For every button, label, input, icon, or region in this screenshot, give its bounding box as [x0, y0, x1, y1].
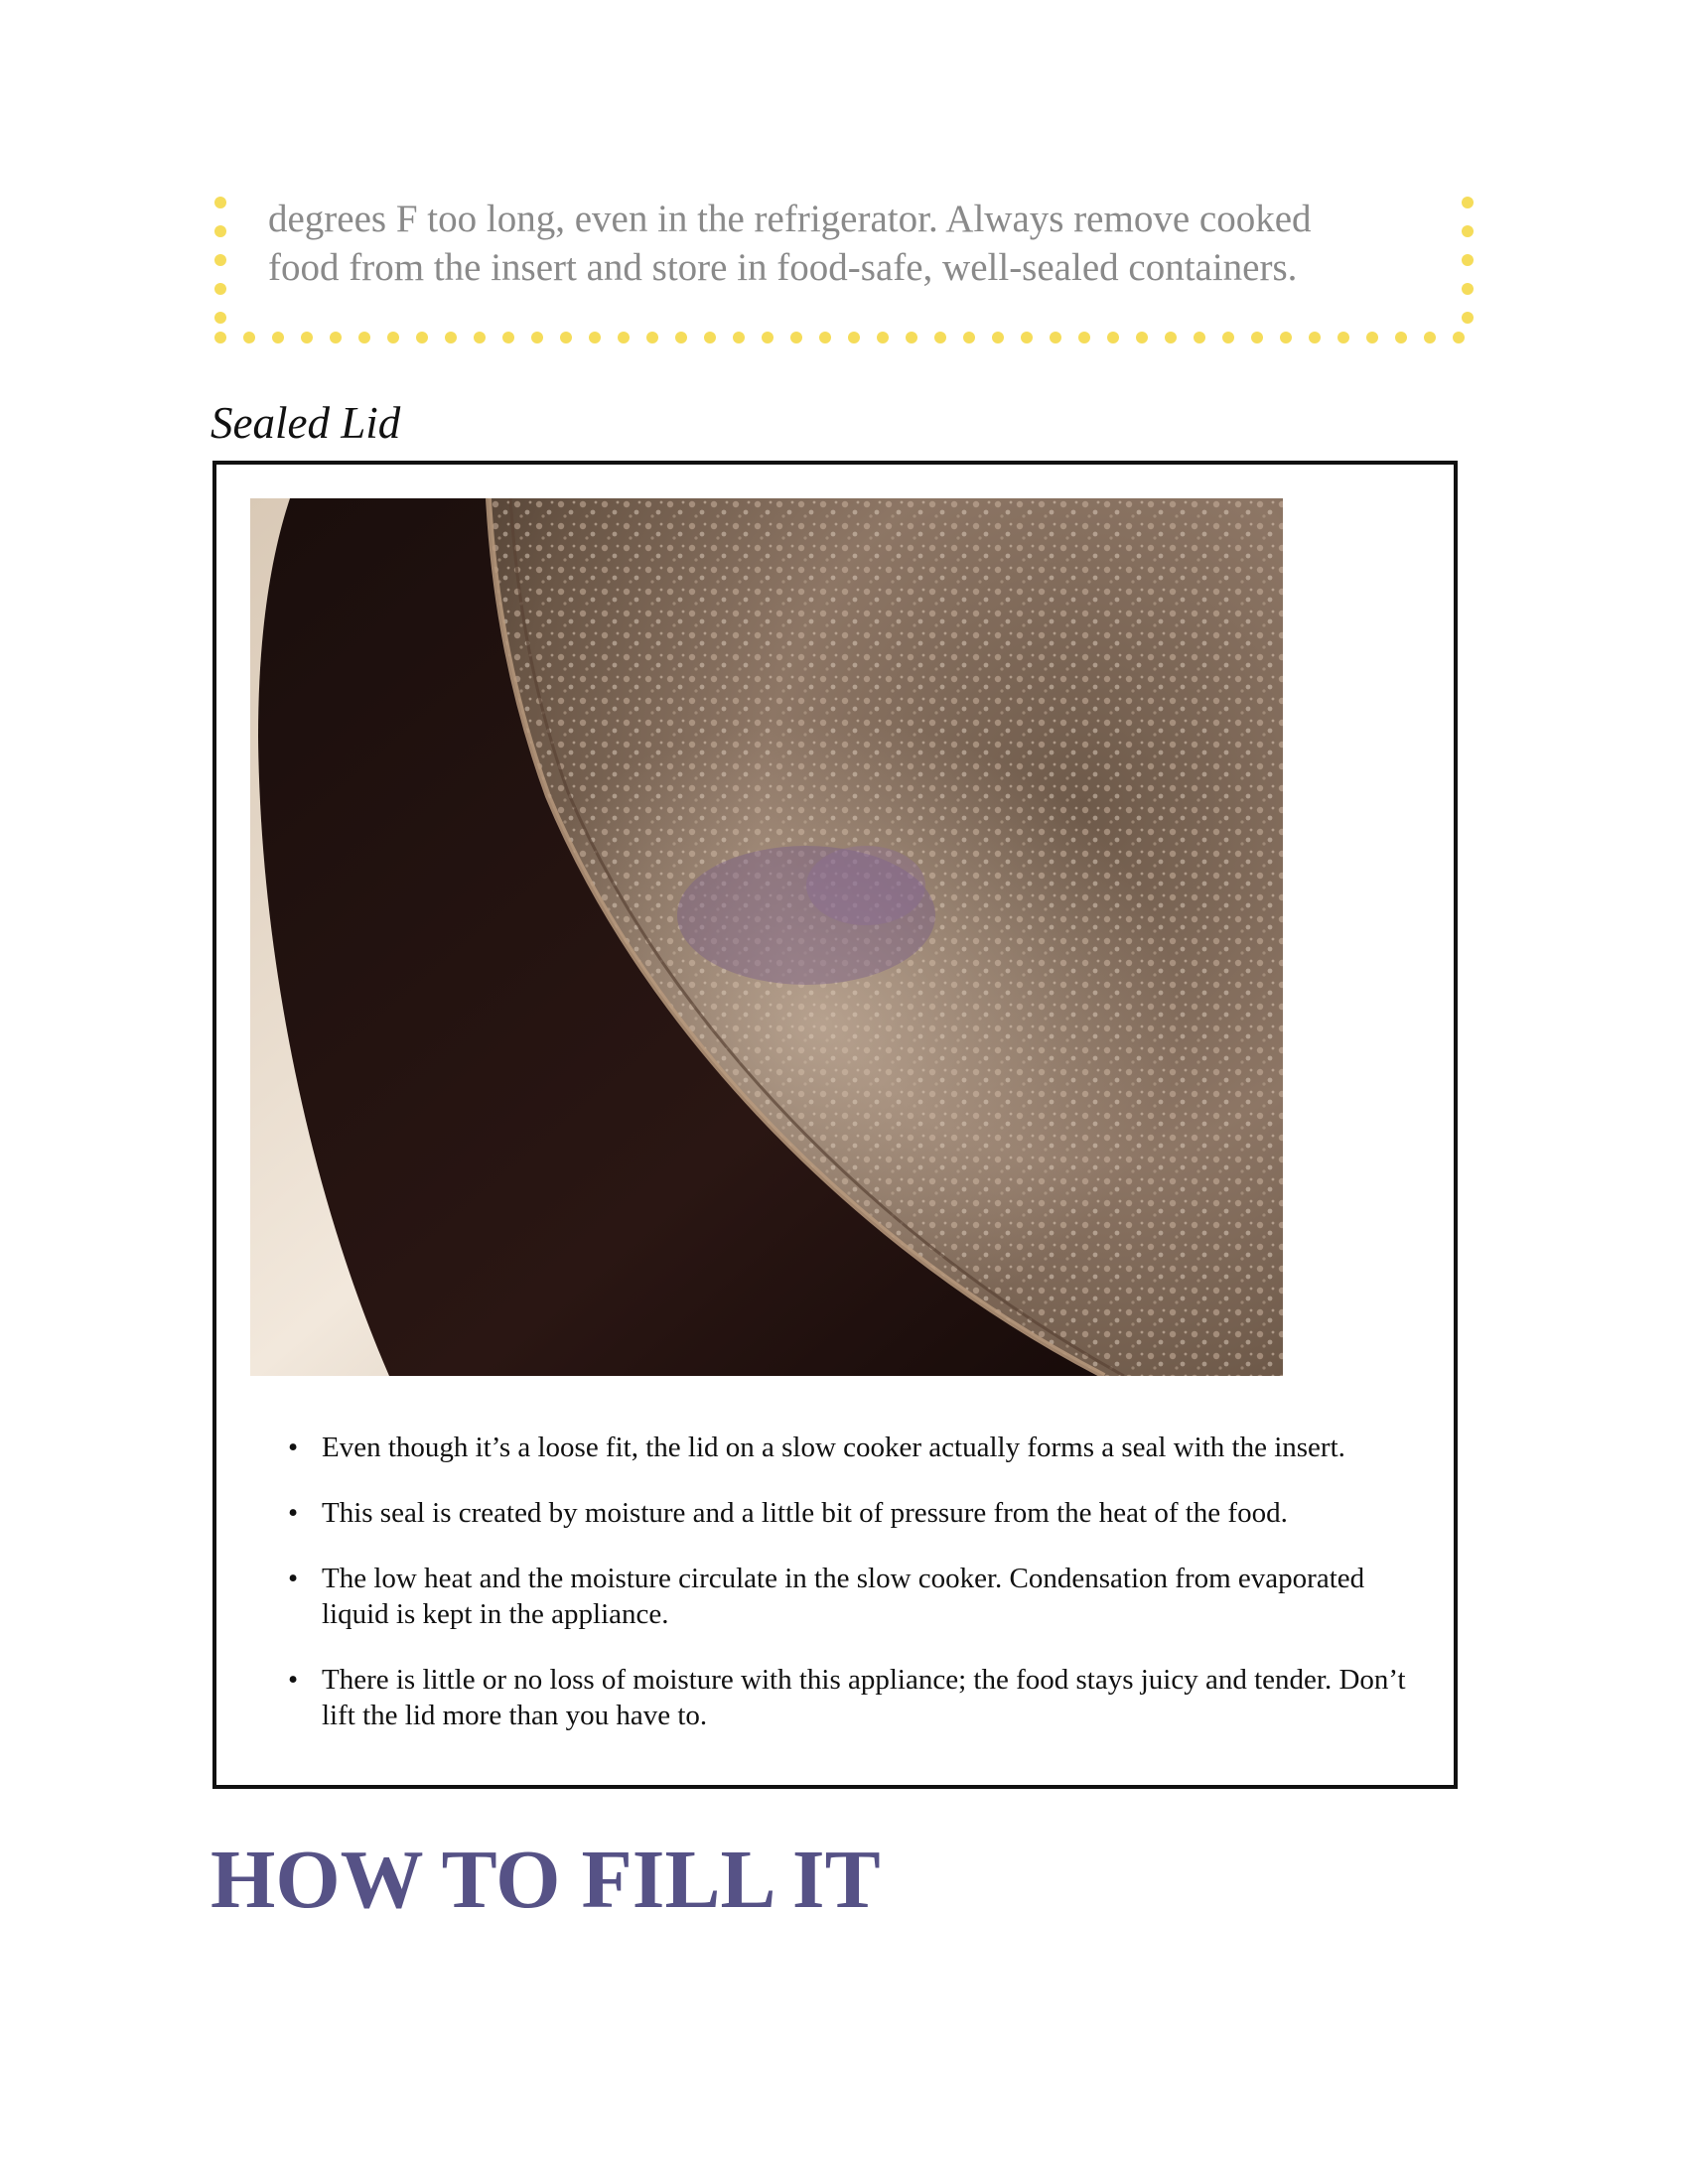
border-dot — [1309, 332, 1321, 343]
slow-cooker-lid-photo — [250, 498, 1283, 1376]
lid-condensation-image — [250, 498, 1283, 1376]
tip-callout-box — [212, 195, 1476, 347]
border-dot — [1453, 332, 1465, 343]
border-dot — [877, 332, 889, 343]
border-dot — [733, 332, 745, 343]
border-dot — [1251, 332, 1263, 343]
border-dot — [618, 332, 630, 343]
border-dot — [531, 332, 543, 343]
border-dot — [1194, 332, 1205, 343]
border-dot — [1280, 332, 1292, 343]
border-dot — [445, 332, 457, 343]
border-dot — [1136, 332, 1148, 343]
list-item — [284, 1495, 1436, 1531]
border-dot — [214, 312, 226, 324]
border-dot — [646, 332, 658, 343]
list-item-text: This seal is created by moisture and a little bit of pressure from the heat of the food. — [322, 1497, 1288, 1529]
list-item — [284, 1561, 1436, 1632]
border-dot — [243, 332, 255, 343]
border-dot — [790, 332, 802, 343]
border-dot — [1462, 225, 1474, 237]
border-dot — [848, 332, 860, 343]
border-dot — [1366, 332, 1378, 343]
border-dot — [819, 332, 831, 343]
border-dot — [474, 332, 486, 343]
border-dot — [1222, 332, 1234, 343]
sealed-lid-frame — [212, 461, 1458, 1789]
border-dot — [502, 332, 514, 343]
border-dot — [214, 283, 226, 295]
border-dot — [704, 332, 716, 343]
border-dot — [589, 332, 601, 343]
border-dot — [214, 254, 226, 266]
section-subheading: Sealed Lid — [211, 398, 401, 448]
list-item — [284, 1662, 1436, 1733]
border-dot — [906, 332, 917, 343]
border-dot — [1462, 312, 1474, 324]
border-dot — [992, 332, 1004, 343]
border-dot — [1021, 332, 1033, 343]
bullet-icon: • — [288, 1497, 299, 1529]
border-dot — [1462, 197, 1474, 208]
border-dot — [1424, 332, 1436, 343]
border-dot — [762, 332, 774, 343]
border-dot — [1107, 332, 1119, 343]
border-dot — [1078, 332, 1090, 343]
callout-line: food from the insert and store in food-safe, well-sealed containers. — [268, 246, 1298, 289]
border-dot — [358, 332, 370, 343]
border-dot — [1462, 254, 1474, 266]
list-item-text: There is little or no loss of moisture with this appliance; the food stays juicy and tender. Don’t lift the lid more than you have to. — [322, 1664, 1406, 1731]
border-dot — [214, 197, 226, 208]
section-heading: HOW TO FILL IT — [211, 1834, 881, 1926]
border-dot — [1395, 332, 1407, 343]
border-dot — [214, 225, 226, 237]
border-dot — [560, 332, 572, 343]
border-dot — [963, 332, 975, 343]
border-dot — [272, 332, 284, 343]
border-dot — [301, 332, 313, 343]
list-item-text: Even though it’s a loose fit, the lid on a slow cooker actually forms a seal with the insert. — [322, 1432, 1345, 1463]
border-dot — [934, 332, 946, 343]
border-dot — [416, 332, 428, 343]
bullet-icon: • — [288, 1563, 299, 1594]
callout-text — [268, 195, 1400, 292]
border-dot — [675, 332, 687, 343]
border-dot — [1462, 283, 1474, 295]
border-dot — [1165, 332, 1177, 343]
border-dot — [1050, 332, 1061, 343]
callout-line: degrees F too long, even in the refrigerator. Always remove cooked — [268, 198, 1312, 240]
bullet-icon: • — [288, 1664, 299, 1696]
border-dot — [330, 332, 342, 343]
border-dot — [387, 332, 399, 343]
list-item-text: The low heat and the moisture circulate in the slow cooker. Condensation from evaporated liquid is kept in the appliance. — [322, 1563, 1365, 1630]
border-dot — [1337, 332, 1349, 343]
list-item — [284, 1430, 1436, 1465]
bullet-icon: • — [288, 1432, 299, 1463]
border-dot — [214, 332, 226, 343]
sealed-lid-bullet-list — [284, 1430, 1436, 1763]
